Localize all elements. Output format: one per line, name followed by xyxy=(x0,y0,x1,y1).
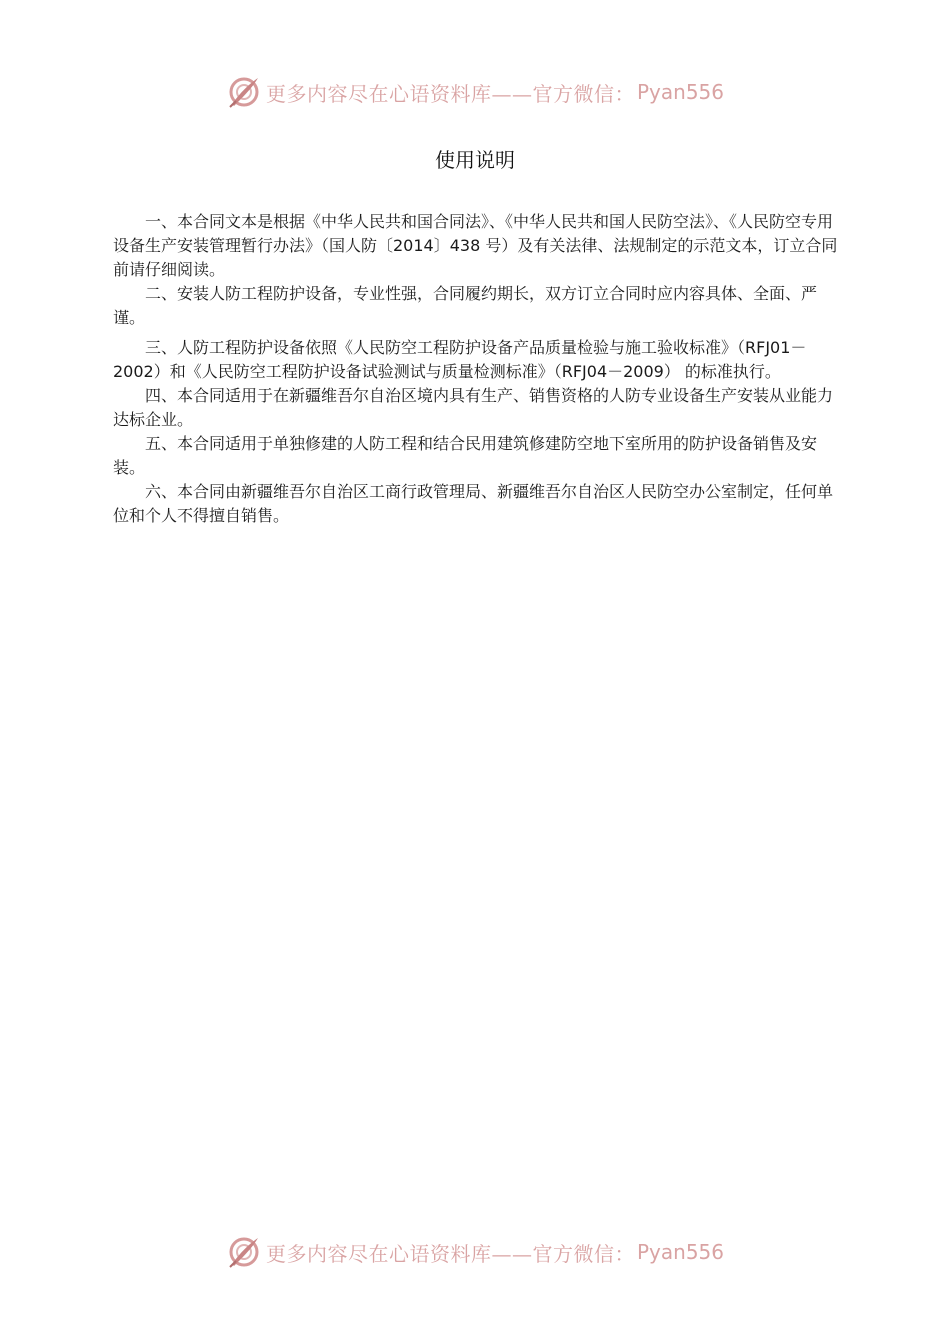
watermark-group xyxy=(226,1234,724,1270)
watermark-group xyxy=(226,74,724,110)
paragraph-5: 五、本合同适用于单独修建的人防工程和结合民用建筑修建防空地下室所用的防护设备销售及安装。 xyxy=(113,434,818,477)
paragraph-3: 三、人防工程防护设备依照《人民防空工程防护设备产品质量检验与施工验收标准》（RFJ01－2002）和《人民防空工程防护设备试验测试与质量检测标准》（RFJ04－2009） 的标准执行。 xyxy=(113,338,807,381)
page-title: 使用说明 xyxy=(435,148,515,172)
header-watermark xyxy=(0,72,950,112)
instructions-body xyxy=(113,210,841,528)
footer-watermark xyxy=(0,1232,950,1272)
paragraph-6: 六、本合同由新疆维吾尔自治区工商行政管理局、新疆维吾尔自治区人民防空办公室制定，任何单位和个人不得擅自销售。 xyxy=(113,482,834,525)
paragraph-1: 一、本合同文本是根据《中华人民共和国合同法》、《中华人民共和国人民防空法》、《人民防空专用设备生产安装管理暂行办法》（国人防〔2014〕438 号）及有关法律、法规制定的示范文本，订立合同前请仔细阅读。 xyxy=(113,212,838,279)
watermark-text: 更多内容尽在心语资料库——官方微信： xyxy=(265,81,635,106)
quill-logo-icon xyxy=(226,1234,262,1270)
quill-logo-icon xyxy=(226,74,262,110)
paragraph-4: 四、本合同适用于在新疆维吾尔自治区境内具有生产、销售资格的人防专业设备生产安装从业能力达标企业。 xyxy=(113,386,834,429)
watermark-handle: Pyan556 xyxy=(636,1240,724,1264)
watermark-handle: Pyan556 xyxy=(636,80,724,104)
watermark-text: 更多内容尽在心语资料库——官方微信： xyxy=(265,1241,635,1266)
paragraph-2: 二、安装人防工程防护设备，专业性强，合同履约期长，双方订立合同时应内容具体、全面、严谨。 xyxy=(113,284,818,327)
